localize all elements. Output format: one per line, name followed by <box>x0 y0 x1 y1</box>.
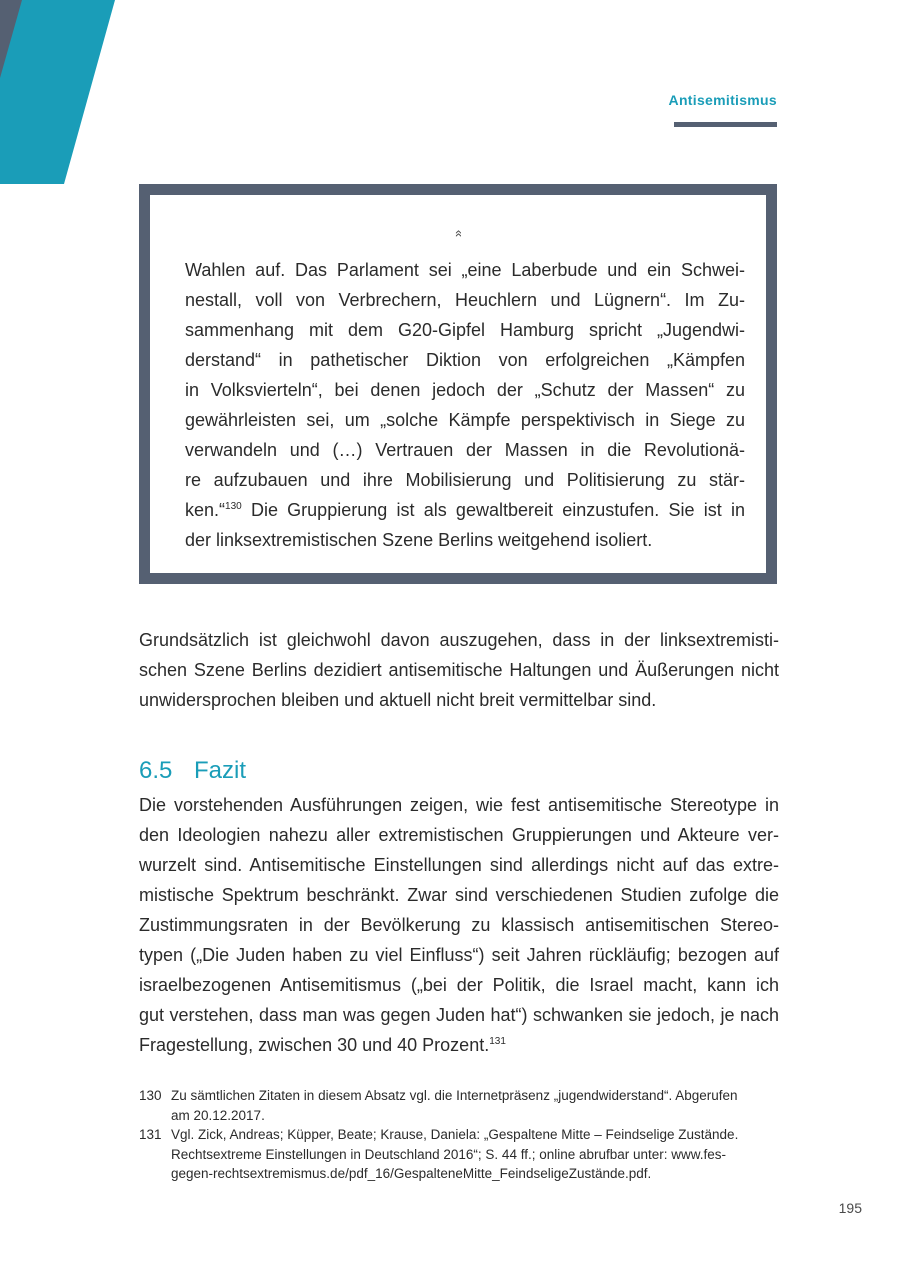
running-header: Antisemitismus <box>668 92 777 108</box>
paragraph-line: Zustimmungsraten in der Bevölkerung zu klassisch antisemitischen Stereo- <box>139 915 779 935</box>
box-text <box>185 255 745 555</box>
footnotes <box>139 1086 779 1184</box>
paragraph-1 <box>139 625 779 715</box>
paragraph-line-text: Fragestellung, zwischen 30 und 40 Prozent. <box>139 1035 490 1055</box>
section-number: 6.5 <box>139 757 173 784</box>
paragraph-line: israelbezogenen Antisemitismus („bei der Politik, die Israel macht, kann ich <box>139 975 779 995</box>
footnote-line: Rechtsextreme Einstellungen in Deutschland 2016“; S. 44 ff.; online abrufbar unter: www.fes- <box>171 1146 727 1162</box>
continuation-marker-icon: » <box>450 229 466 238</box>
footnote-text <box>171 1125 779 1184</box>
paragraph-line: Die vorstehenden Ausführungen zeigen, wie fest antisemitische Stereotype in <box>139 795 779 815</box>
paragraph-line: Grundsätzlich ist gleichwohl davon auszugehen, dass in der linksextremisti- <box>139 630 779 650</box>
quote-box <box>139 184 777 584</box>
header-rule <box>674 122 777 127</box>
footnote-line: gegen-rechtsextremismus.de/pdf_16/GespalteneMitte_FeindseligeZustände.pdf. <box>171 1166 652 1181</box>
footnote-text <box>171 1086 779 1125</box>
box-line: der linksextremistischen Szene Berlins weitgehend isoliert. <box>185 530 653 550</box>
footnote-ref-131[interactable]: 131 <box>489 1036 506 1047</box>
paragraph-line: gut verstehen, dass man was gegen Juden hat“) schwanken sie jedoch, je nach <box>139 1005 779 1025</box>
paragraph-2 <box>139 790 779 1060</box>
box-line: nestall, voll von Verbrechern, Heuchlern und Lügnern“. Im Zu- <box>185 290 745 310</box>
paragraph-line: mistische Spektrum beschränkt. Zwar sind verschiedenen Studien zufolge die <box>139 885 779 905</box>
footnote-line: Zu sämtlichen Zitaten in diesem Absatz vgl. die Internetpräsenz „jugendwiderstand“. Abgerufen <box>171 1088 738 1103</box>
corner-decoration <box>0 0 120 190</box>
box-line-start: ken.“ <box>185 500 226 520</box>
footnote-ref-130[interactable]: 130 <box>225 501 242 512</box>
box-line: re aufzubauen und ihre Mobilisierung und Politisierung zu stär- <box>185 470 745 490</box>
box-line: sammenhang mit dem G20-Gipfel Hamburg spricht „Jugendwi- <box>185 320 745 340</box>
paragraph-line: typen („Die Juden haben zu viel Einfluss“) seit Jahren rückläufig; bezogen auf <box>139 945 779 965</box>
box-line: verwandeln und (…) Vertrauen der Massen in die Revolutionä- <box>185 440 745 460</box>
footnote-131 <box>139 1125 779 1184</box>
footnote-line: Vgl. Zick, Andreas; Küpper, Beate; Krause, Daniela: „Gespaltene Mitte – Feindselige Zustände. <box>171 1127 739 1142</box>
paragraph-line: unwidersprochen bleiben und aktuell nicht breit vermittelbar sind. <box>139 690 657 710</box>
box-line: Wahlen auf. Das Parlament sei „eine Laberbude und ein Schwei- <box>185 260 745 280</box>
paragraph-line: schen Szene Berlins dezidiert antisemitische Haltungen und Äußerungen nicht <box>139 660 779 680</box>
footnote-number: 131 <box>139 1127 162 1142</box>
paragraph-line: wurzelt sind. Antisemitische Einstellungen sind allerdings nicht auf das extre- <box>139 855 779 875</box>
section-heading <box>139 756 246 786</box>
paragraph-line <box>139 1030 779 1060</box>
footnote-line: am 20.12.2017. <box>171 1107 265 1123</box>
footnote-number: 130 <box>139 1088 162 1103</box>
box-line: in Volksvierteln“, bei denen jedoch der „Schutz der Massen“ zu <box>185 380 745 400</box>
box-line: derstand“ in pathetischer Diktion von erfolgreichen „Kämpfen <box>185 350 745 370</box>
box-line-rest: Die Gruppierung ist als gewaltbereit einzustufen. Sie ist in <box>241 500 745 520</box>
box-line: gewährleisten sei, um „solche Kämpfe perspektivisch in Siege zu <box>185 410 745 430</box>
page-number: 195 <box>838 1200 862 1216</box>
box-line <box>185 495 745 525</box>
section-title: Fazit <box>194 757 247 784</box>
footnote-130 <box>139 1086 779 1125</box>
paragraph-line: den Ideologien nahezu aller extremistischen Gruppierungen und Akteure ver- <box>139 825 779 845</box>
